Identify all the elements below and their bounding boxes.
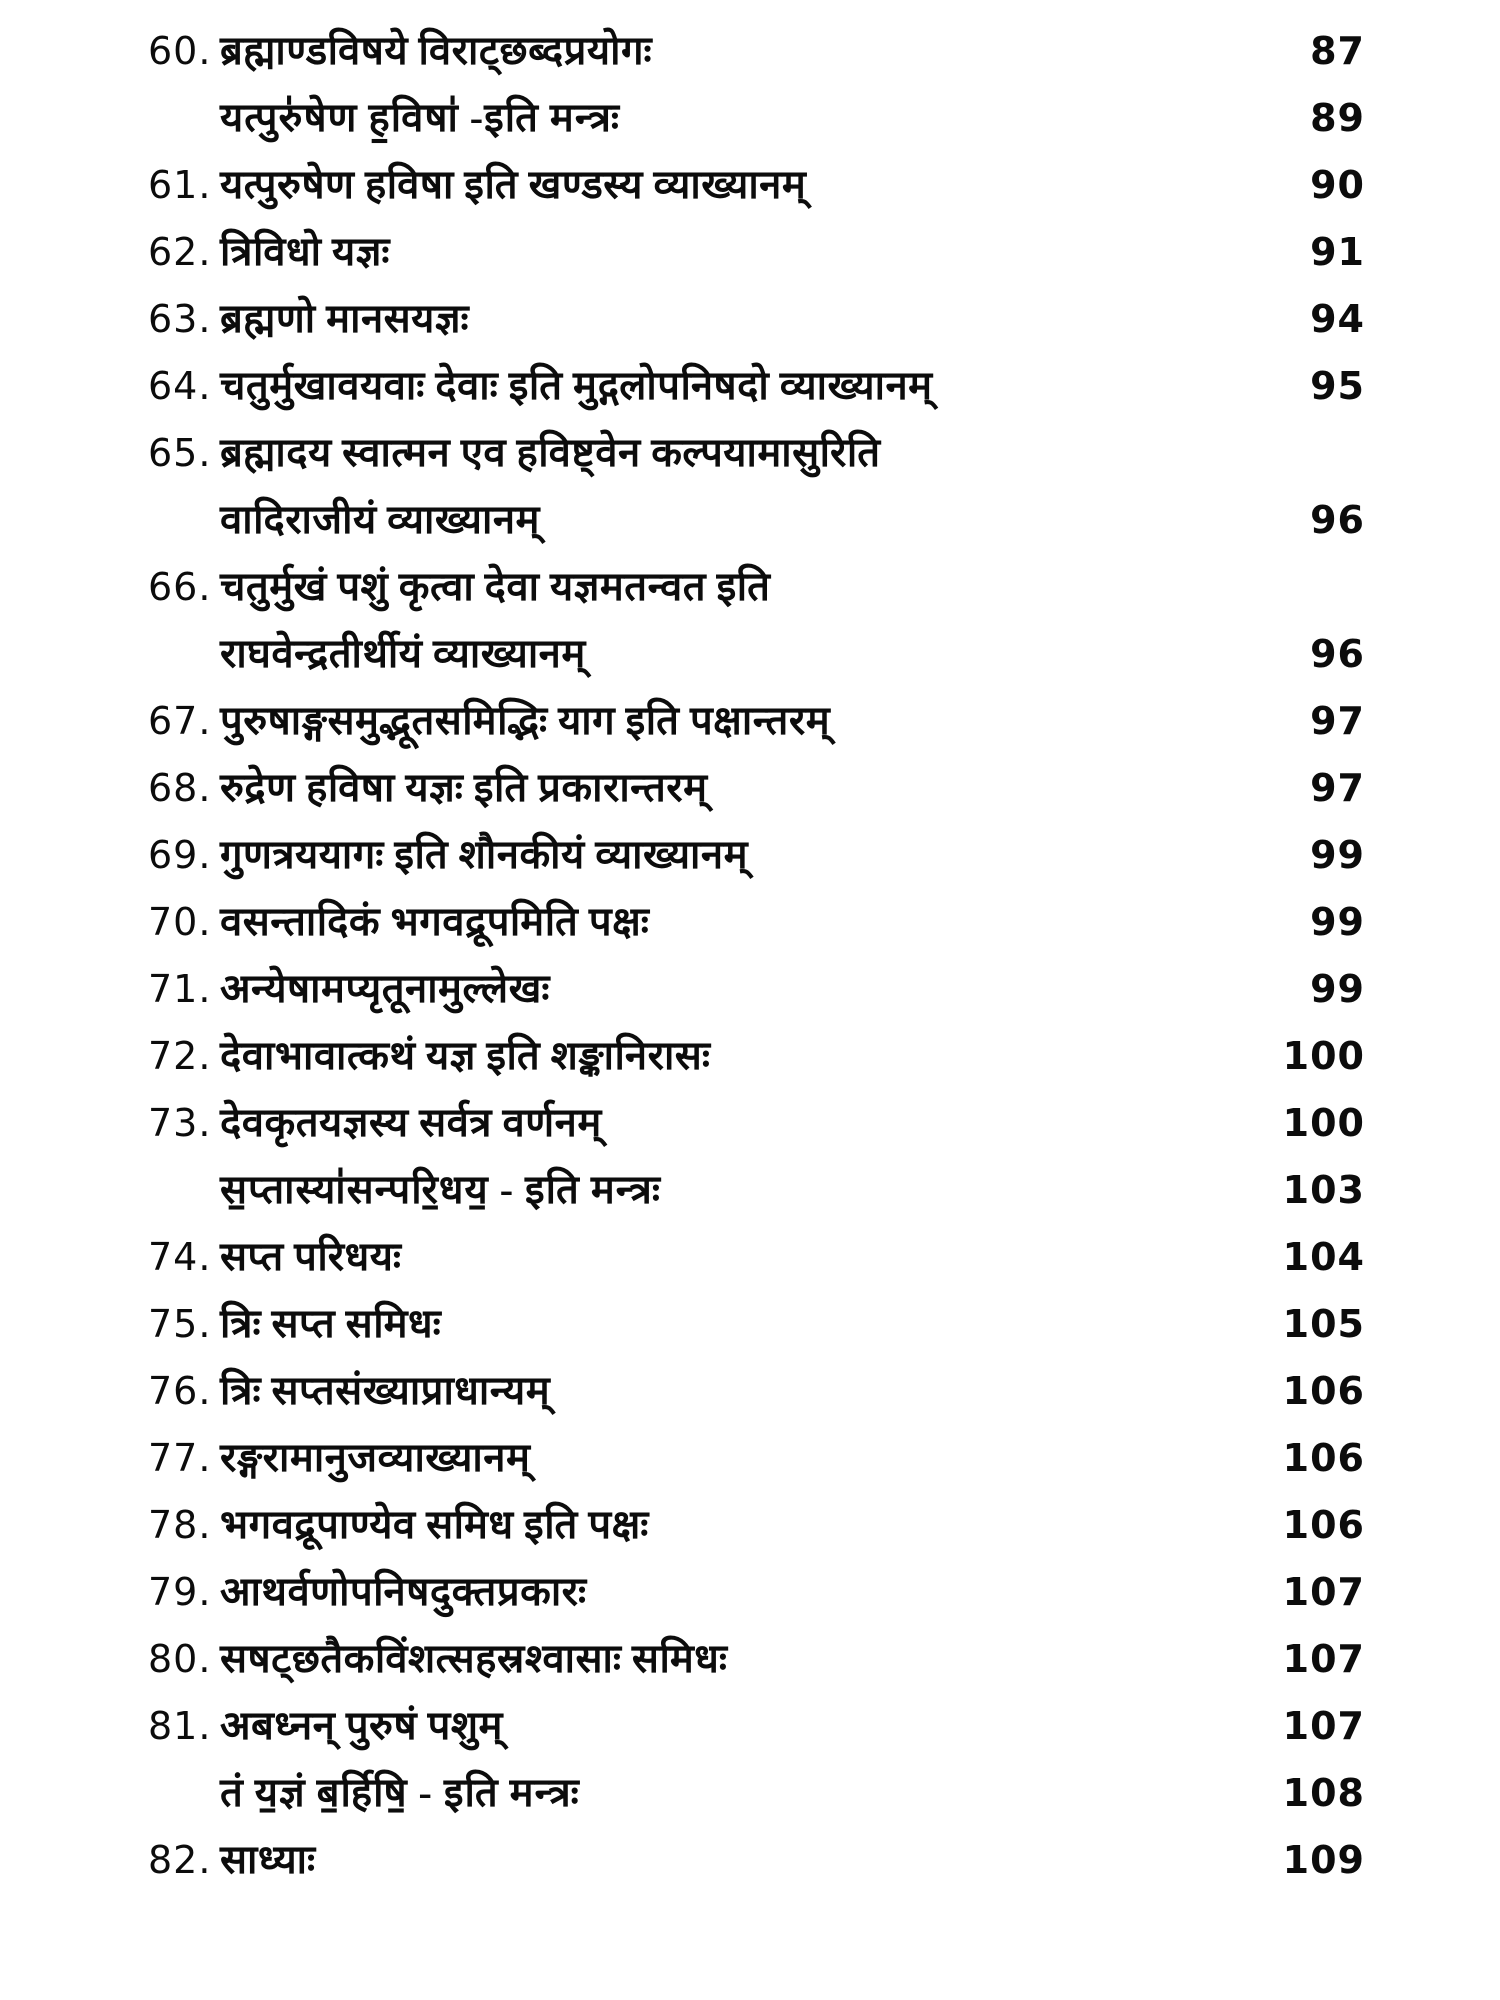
toc-entry-number: 69.	[148, 833, 212, 877]
toc-row	[148, 223, 1365, 290]
toc-row	[148, 156, 1365, 223]
toc-entry-number: 71.	[148, 967, 212, 1011]
toc-entry-page: 107	[1282, 1704, 1365, 1748]
toc-row	[148, 625, 1365, 692]
toc-entry-title: अन्येषामप्यृतूनामुल्लेखः	[220, 966, 550, 1011]
toc-entry-title: ब्रह्मणो मानसयज्ञः	[220, 296, 470, 341]
toc-entry-page: 106	[1282, 1503, 1365, 1547]
toc-entry-page: 99	[1310, 967, 1365, 1011]
toc-entry-number: 82.	[148, 1838, 212, 1882]
toc-row	[148, 1295, 1365, 1362]
toc-entry-page: 100	[1282, 1034, 1365, 1078]
toc-entry-title: चतुर्मुखं पशुं कृत्वा देवा यज्ञमतन्वत इति	[220, 564, 771, 609]
toc-entry-page: 103	[1282, 1168, 1365, 1212]
toc-entry-title: चतुर्मुखावयवाः देवाः इति मुद्गलोपनिषदो व्याख्यानम्	[220, 363, 933, 408]
toc-row	[148, 558, 1365, 625]
toc-entry-title: देवाभावात्कथं यज्ञ इति शङ्कानिरासः	[220, 1033, 711, 1078]
toc-row	[148, 1429, 1365, 1496]
toc-entry-title: वादिराजीयं व्याख्यानम्	[220, 497, 540, 542]
toc-row	[148, 290, 1365, 357]
toc-entry-page: 106	[1282, 1436, 1365, 1480]
toc-entry-number: 64.	[148, 364, 212, 408]
toc-entry-title: त्रिः सप्त समिधः	[220, 1301, 442, 1346]
toc-row	[148, 960, 1365, 1027]
toc-entry-number: 79.	[148, 1570, 212, 1614]
toc-entry-title: ब्रह्माण्डविषये विराट्छब्दप्रयोगः	[220, 28, 653, 73]
toc-row	[148, 1630, 1365, 1697]
toc-entry-title: आथर्वणोपनिषदुक्तप्रकारः	[220, 1569, 587, 1614]
toc-list	[148, 22, 1365, 1898]
toc-entry-page: 106	[1282, 1369, 1365, 1413]
toc-entry-page: 99	[1310, 833, 1365, 877]
toc-row	[148, 826, 1365, 893]
toc-row	[148, 424, 1365, 491]
toc-row	[148, 1563, 1365, 1630]
toc-entry-title: सप्त परिधयः	[220, 1234, 402, 1279]
toc-entry-number: 75.	[148, 1302, 212, 1346]
toc-entry-page: 108	[1282, 1771, 1365, 1815]
toc-entry-page: 96	[1310, 498, 1365, 542]
toc-entry-number: 60.	[148, 29, 212, 73]
toc-row	[148, 491, 1365, 558]
toc-row	[148, 1362, 1365, 1429]
toc-entry-page: 107	[1282, 1570, 1365, 1614]
toc-entry-title: ब्रह्मादय स्वात्मन एव हविष्ट्वेन कल्पयामासुरिति	[220, 430, 881, 475]
toc-entry-number: 63.	[148, 297, 212, 341]
toc-entry-number: 78.	[148, 1503, 212, 1547]
toc-entry-number: 72.	[148, 1034, 212, 1078]
toc-entry-page: 95	[1310, 364, 1365, 408]
toc-entry-title: राघवेन्द्रतीर्थीयं व्याख्यानम्	[220, 631, 586, 676]
toc-entry-page: 96	[1310, 632, 1365, 676]
toc-entry-title: तं य॒ज्ञं ब॒र्हिषि॒ - इति मन्त्रः	[220, 1770, 580, 1815]
toc-entry-number: 68.	[148, 766, 212, 810]
toc-row	[148, 22, 1365, 89]
toc-entry-title: गुणत्रययागः इति शौनकीयं व्याख्यानम्	[220, 832, 749, 877]
toc-entry-number: 73.	[148, 1101, 212, 1145]
toc-row	[148, 357, 1365, 424]
toc-entry-number: 67.	[148, 699, 212, 743]
toc-entry-title: देवकृतयज्ञस्य सर्वत्र वर्णनम्	[220, 1100, 602, 1145]
toc-mantra-heading-row	[148, 89, 1365, 156]
toc-entry-title: रुद्रेण हविषा यज्ञः इति प्रकारान्तरम्	[220, 765, 708, 810]
toc-entry-number: 77.	[148, 1436, 212, 1480]
toc-entry-title: स॒प्तास्या॑सन्परि॒धय॒ - इति मन्त्रः	[220, 1167, 661, 1212]
toc-row	[148, 1228, 1365, 1295]
toc-entry-number: 74.	[148, 1235, 212, 1279]
toc-entry-title: यत्पुरु॑षेण ह॒विषा॑ -इति मन्त्रः	[220, 95, 620, 140]
toc-entry-page: 107	[1282, 1637, 1365, 1681]
toc-entry-title: यत्पुरुषेण हविषा इति खण्डस्य व्याख्यानम्	[220, 162, 807, 207]
toc-entry-page: 109	[1282, 1838, 1365, 1882]
toc-entry-title: त्रिविधो यज्ञः	[220, 229, 390, 274]
toc-entry-title: भगवद्रूपाण्येव समिध इति पक्षः	[220, 1502, 649, 1547]
toc-entry-number: 61.	[148, 163, 212, 207]
toc-entry-number: 65.	[148, 431, 212, 475]
toc-row	[148, 1094, 1365, 1161]
toc-entry-number: 66.	[148, 565, 212, 609]
toc-entry-title: वसन्तादिकं भगवद्रूपमिति पक्षः	[220, 899, 650, 944]
toc-entry-number: 70.	[148, 900, 212, 944]
toc-entry-title: रङ्गरामानुजव्याख्यानम्	[220, 1435, 531, 1480]
toc-row	[148, 692, 1365, 759]
toc-entry-title: सषट्छतैकविंशत्सहस्रश्वासाः समिधः	[220, 1636, 728, 1681]
toc-entry-number: 81.	[148, 1704, 212, 1748]
toc-mantra-heading-row	[148, 1764, 1365, 1831]
toc-row	[148, 1831, 1365, 1898]
toc-entry-page: 105	[1282, 1302, 1365, 1346]
toc-row	[148, 1027, 1365, 1094]
toc-entry-title: अबध्नन् पुरुषं पशुम्	[220, 1703, 503, 1748]
toc-mantra-heading-row	[148, 1161, 1365, 1228]
toc-row	[148, 759, 1365, 826]
toc-entry-page: 99	[1310, 900, 1365, 944]
toc-entry-page: 91	[1310, 230, 1365, 274]
toc-entry-page: 89	[1310, 96, 1365, 140]
toc-entry-title: त्रिः सप्तसंख्याप्राधान्यम्	[220, 1368, 551, 1413]
toc-entry-page: 94	[1310, 297, 1365, 341]
toc-entry-page: 100	[1282, 1101, 1365, 1145]
toc-row	[148, 893, 1365, 960]
toc-entry-title: पुरुषाङ्गसमुद्भूतसमिद्भिः याग इति पक्षान्तरम्	[220, 698, 831, 743]
toc-row	[148, 1496, 1365, 1563]
toc-entry-page: 97	[1310, 699, 1365, 743]
toc-entry-title: साध्याः	[220, 1837, 316, 1882]
toc-row	[148, 1697, 1365, 1764]
toc-entry-number: 80.	[148, 1637, 212, 1681]
toc-entry-page: 104	[1282, 1235, 1365, 1279]
toc-entry-page: 97	[1310, 766, 1365, 810]
toc-entry-page: 90	[1310, 163, 1365, 207]
toc-entry-page: 87	[1310, 29, 1365, 73]
toc-entry-number: 76.	[148, 1369, 212, 1413]
toc-entry-number: 62.	[148, 230, 212, 274]
